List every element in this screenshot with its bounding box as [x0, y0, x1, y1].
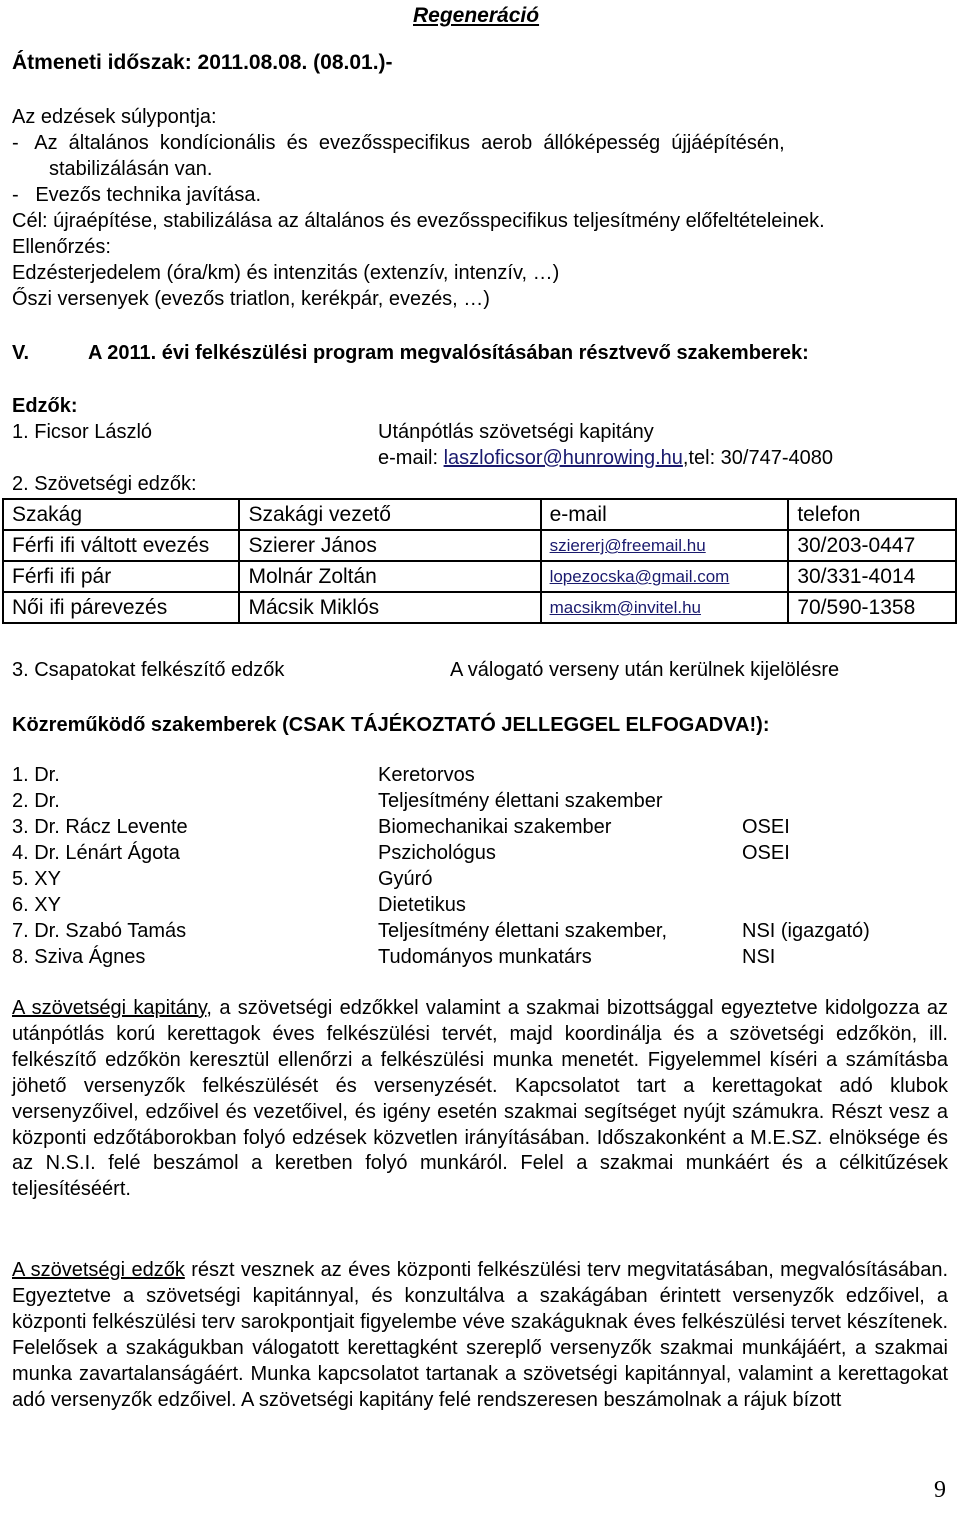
- email-link[interactable]: macsikm@invitel.hu: [541, 592, 789, 623]
- specialist-name: 6. XY: [12, 894, 61, 916]
- specialist-name: 4. Dr. Lénárt Ágota: [12, 842, 180, 864]
- specialist-role: Dietetikus: [378, 894, 466, 916]
- email-label: e-mail:: [378, 447, 444, 469]
- section-number: V.: [12, 342, 30, 364]
- team-coaches-value: A válogató verseny után kerülnek kijelölésre: [450, 659, 840, 681]
- team-coaches-label: 3. Csapatokat felkészítő edzők: [12, 659, 285, 681]
- specialist-name: 2. Dr.: [12, 790, 60, 812]
- discipline-cell: Férfi ifi pár: [3, 561, 239, 592]
- specialist-org: NSI: [742, 946, 776, 968]
- specialist-org: NSI (igazgató): [742, 920, 870, 942]
- specialist-name: 1. Dr.: [12, 764, 60, 786]
- specialist-name: 8. Sziva Ágnes: [12, 946, 146, 968]
- focus-item-1: - Az általános kondícionális és evezősspecifikus aerob állóképesség újjáépítésén,: [12, 132, 785, 154]
- head-coach-contact: [378, 448, 833, 468]
- specialist-org: OSEI: [742, 816, 790, 838]
- coaches-title: Edzők:: [12, 395, 78, 417]
- head-coach-phone: ,tel: 30/747-4080: [682, 447, 834, 469]
- coaches-duties-text: részt vesznek az éves központi felkészülési terv megvitatásában, megvalósításában. Egyeztetve a szövetségi kapitánnyal, és konzultálva a szakágában érintett versenyzők edzőivel, a központi felkészülési terv sarokpontjait figyelembe véve szakáguknak éves felkészülési tervet készítenek. Felelősek a szakágukban válogatott kerettagként szereplő versenyzők szakmai munkájáért, a szakmai munka zavartalanságáért. Munka kapcsolatot tartanak a szövetségi kapitánnyal, valamint a kerettagokat adó versenyzők edzőivel. A szövetségi kapitány felé rendszeresen beszámolnak a rájuk bízott: [12, 1259, 949, 1411]
- regeneracio-heading: Regeneráció: [413, 4, 540, 27]
- discipline-cell: Férfi ifi váltott evezés: [3, 530, 239, 561]
- control-item-1: Edzésterjedelem (óra/km) és intenzitás (extenzív, intenzív, …): [12, 262, 560, 284]
- email-link[interactable]: sziererj@freemail.hu: [541, 530, 789, 561]
- header-cell: e-mail: [541, 499, 789, 530]
- head-coach-email-link[interactable]: laszloficsor@hunrowing.hu: [443, 447, 683, 469]
- phone-cell: 30/331-4014: [788, 561, 956, 592]
- specialist-role: Keretorvos: [378, 764, 475, 786]
- specialist-role: Tudományos munkatárs: [378, 946, 592, 968]
- table-row: [3, 530, 956, 561]
- goal-text: Cél: újraépítése, stabilizálása az általános és evezősspecifikus teljesítmény előfeltételeinek.: [12, 210, 825, 232]
- section-title: A 2011. évi felkészülési program megvalósításában résztvevő szakemberek:: [88, 342, 809, 364]
- specialist-role: Teljesítmény élettani szakember: [378, 790, 663, 812]
- focus-title: Az edzések súlypontja:: [12, 106, 217, 128]
- coaches-duties-paragraph: [12, 1258, 948, 1413]
- leader-cell: Mácsik Miklós: [239, 592, 540, 623]
- coaches-duties-lead: A szövetségi edzők: [12, 1259, 185, 1281]
- table-row: [3, 592, 956, 623]
- header-cell: telefon: [788, 499, 956, 530]
- specialist-name: 5. XY: [12, 868, 61, 890]
- email-link[interactable]: lopezocska@gmail.com: [541, 561, 789, 592]
- specialist-org: OSEI: [742, 842, 790, 864]
- specialist-role: Gyúró: [378, 868, 433, 890]
- head-coach-name: 1. Ficsor László: [12, 421, 153, 443]
- phone-cell: 30/203-0447: [788, 530, 956, 561]
- specialist-role: Pszichológus: [378, 842, 496, 864]
- federal-coaches-title: 2. Szövetségi edzők:: [12, 473, 197, 495]
- head-coach-role: Utánpótlás szövetségi kapitány: [378, 421, 654, 443]
- phone-cell: 70/590-1358: [788, 592, 956, 623]
- specialist-name: 7. Dr. Szabó Tamás: [12, 920, 187, 942]
- leader-cell: Molnár Zoltán: [239, 561, 540, 592]
- header-cell: Szakági vezető: [239, 499, 540, 530]
- control-item-2: Őszi versenyek (evezős triatlon, kerékpár, evezés, …): [12, 288, 490, 310]
- specialist-role: Biomechanikai szakember: [378, 816, 612, 838]
- page-number: 9: [934, 1477, 946, 1503]
- focus-item-1-cont: stabilizálásán van.: [49, 158, 213, 180]
- period-heading: Átmeneti időszak: 2011.08.08. (08.01.)-: [12, 51, 393, 74]
- header-cell: Szakág: [3, 499, 239, 530]
- control-title: Ellenőrzés:: [12, 236, 111, 258]
- federal-coaches-table: [2, 498, 957, 624]
- table-row: [3, 561, 956, 592]
- leader-cell: Szierer János: [239, 530, 540, 561]
- focus-item-2: - Evezős technika javítása.: [12, 184, 262, 206]
- captain-duties-lead: A szövetségi kapitány: [12, 997, 207, 1019]
- specialists-title: Közreműködő szakemberek (CSAK TÁJÉKOZTATÓ JELLEGGEL ELFOGADVA!):: [12, 714, 770, 736]
- captain-duties-text: , a szövetségi edzőkkel valamint a szakmai bizottsággal egyeztetve kidolgozza az utánpótlás korú kerettagok éves felkészülési tervét, majd koordinálja és a szövetségi edzőkön, ill. felkészítő edzőkön keresztül ellenőrzi a felkészülési munka menetét. Figyelemmel kíséri a számításba jöhető versenyzők felkészülését és versenyzését. Kapcsolatot tart a kerettagokat adó klubok versenyzőivel, edzőivel és vezetőivel, és igény esetén szakmai segítséget nyújt számukra. Részt vesz a központi edzőtáborokban folyó edzések közvetlen irányításában. Időszakonként a M.E.SZ. elnöksége és az N.S.I. felé beszámol a keretben folyó munkáról. Felel a szakmai munkáért és a célkitűzések teljesítéséért.: [12, 997, 948, 1201]
- discipline-cell: Női ifi párevezés: [3, 592, 239, 623]
- specialist-role: Teljesítmény élettani szakember,: [378, 920, 668, 942]
- table-header-row: [3, 499, 956, 530]
- captain-duties-paragraph: [12, 996, 948, 1203]
- specialist-name: 3. Dr. Rácz Levente: [12, 816, 188, 838]
